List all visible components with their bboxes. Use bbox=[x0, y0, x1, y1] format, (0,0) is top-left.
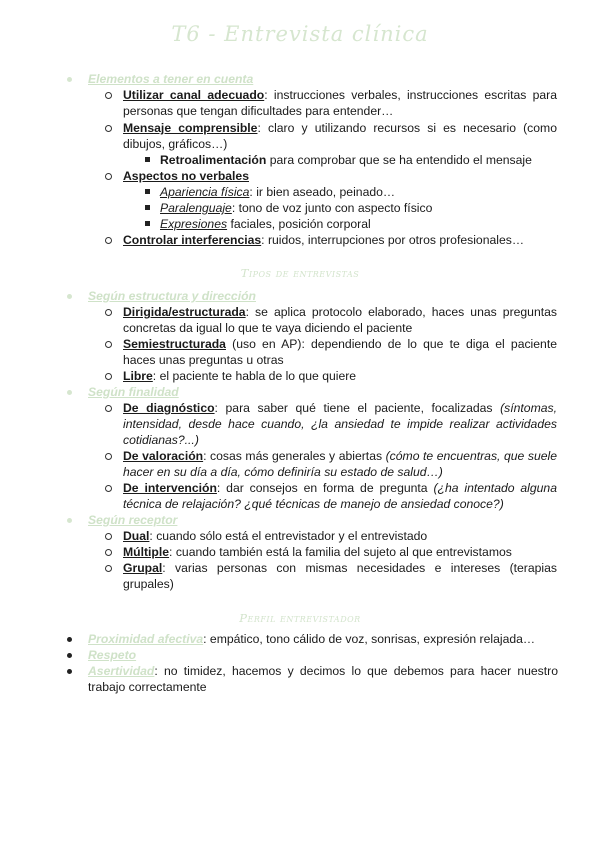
bullet-icon bbox=[105, 341, 112, 348]
bullet-icon bbox=[67, 390, 72, 395]
bullet-icon bbox=[105, 373, 112, 380]
item-respeto: Respeto bbox=[88, 648, 137, 662]
bullet-icon bbox=[105, 92, 112, 99]
bullet-icon bbox=[105, 453, 112, 460]
item-asertividad: Asertividad: no timidez, hacemos y decimos lo que debemos para hacer nuestro trabajo correctamente bbox=[88, 664, 558, 694]
item-dual: Dual: cuando sólo está el entrevistador y el entrevistado bbox=[123, 529, 428, 543]
bullet-icon bbox=[67, 294, 72, 299]
item-canal: Utilizar canal adecuado: instrucciones verbales, instrucciones escritas para personas que tengan dificultades para entender… bbox=[123, 88, 557, 118]
item-multiple: Múltiple: cuando también está la familia del sujeto al que entrevistamos bbox=[123, 545, 512, 559]
item-libre: Libre: el paciente te habla de lo que quiere bbox=[123, 369, 357, 383]
item-semi: Semiestructurada (uso en AP): dependiendo de lo que te diga el paciente haces unas preguntas u otras bbox=[123, 337, 557, 367]
item-intervencion: De intervención: dar consejos en forma de pregunta (¿ha intentado alguna técnica de relajación? ¿qué técnicas de manejo de ansiedad conoce?) bbox=[123, 481, 557, 511]
item-grupal: Grupal: varias personas con mismas necesidades e intereses (terapias grupales) bbox=[123, 561, 557, 591]
bullet-icon bbox=[67, 77, 72, 82]
heading-finalidad: Según finalidad bbox=[88, 385, 179, 399]
item-diagnostico: De diagnóstico: para saber qué tiene el paciente, focalizadas (síntomas, intensidad, desde hace cuando, ¿la ansiedad te impide realizar actividades cotidianas?...) bbox=[123, 401, 557, 447]
bullet-icon bbox=[145, 189, 150, 194]
item-dirigida: Dirigida/estructurada: se aplica protocolo elaborado, haces unas preguntas concretas da igual lo que te vaya diciendo el paciente bbox=[123, 305, 557, 335]
bullet-icon bbox=[67, 653, 72, 658]
item-apariencia: Apariencia física: ir bien aseado, peinado… bbox=[160, 185, 396, 199]
bullet-icon bbox=[145, 221, 150, 226]
bullet-icon bbox=[105, 125, 112, 132]
bullet-icon bbox=[67, 518, 72, 523]
bullet-icon bbox=[105, 485, 112, 492]
bullet-icon bbox=[105, 533, 112, 540]
item-noverbales: Aspectos no verbales bbox=[123, 169, 249, 183]
section-heading-tipos: Tipos de entrevistas bbox=[240, 266, 360, 280]
page-title: T6 - Entrevista clínica bbox=[171, 22, 429, 46]
item-interferencias: Controlar interferencias: ruidos, interrupciones por otros profesionales… bbox=[123, 233, 525, 247]
heading-receptor: Según receptor bbox=[88, 513, 178, 527]
bullet-icon bbox=[145, 157, 150, 162]
bullet-icon bbox=[105, 405, 112, 412]
bullet-icon bbox=[105, 565, 112, 572]
bullet-icon bbox=[67, 669, 72, 674]
bullet-icon bbox=[145, 205, 150, 210]
item-mensaje: Mensaje comprensible: claro y utilizando recursos si es necesario (como dibujos, gráficos…) bbox=[123, 121, 557, 151]
item-valoracion: De valoración: cosas más generales y abiertas (cómo te encuentras, que suele hacer en su día a día, cómo definiría su estado de salud…) bbox=[123, 449, 557, 479]
section-heading-perfil: Perfil entrevistador bbox=[239, 611, 361, 625]
bullet-icon bbox=[105, 173, 112, 180]
item-expresiones: Expresiones faciales, posición corporal bbox=[160, 217, 371, 231]
bullet-icon bbox=[67, 637, 72, 642]
heading-estructura: Según estructura y dirección bbox=[88, 289, 256, 303]
bullet-icon bbox=[105, 309, 112, 316]
bullet-icon bbox=[105, 237, 112, 244]
item-proximidad: Proximidad afectiva: empático, tono cálido de voz, sonrisas, expresión relajada… bbox=[88, 632, 536, 646]
bullet-icon bbox=[105, 549, 112, 556]
heading-elementos: Elementos a tener en cuenta bbox=[88, 72, 254, 86]
item-retro: Retroalimentación para comprobar que se ha entendido el mensaje bbox=[160, 153, 532, 167]
item-paralenguaje: Paralenguaje: tono de voz junto con aspecto físico bbox=[160, 201, 433, 215]
